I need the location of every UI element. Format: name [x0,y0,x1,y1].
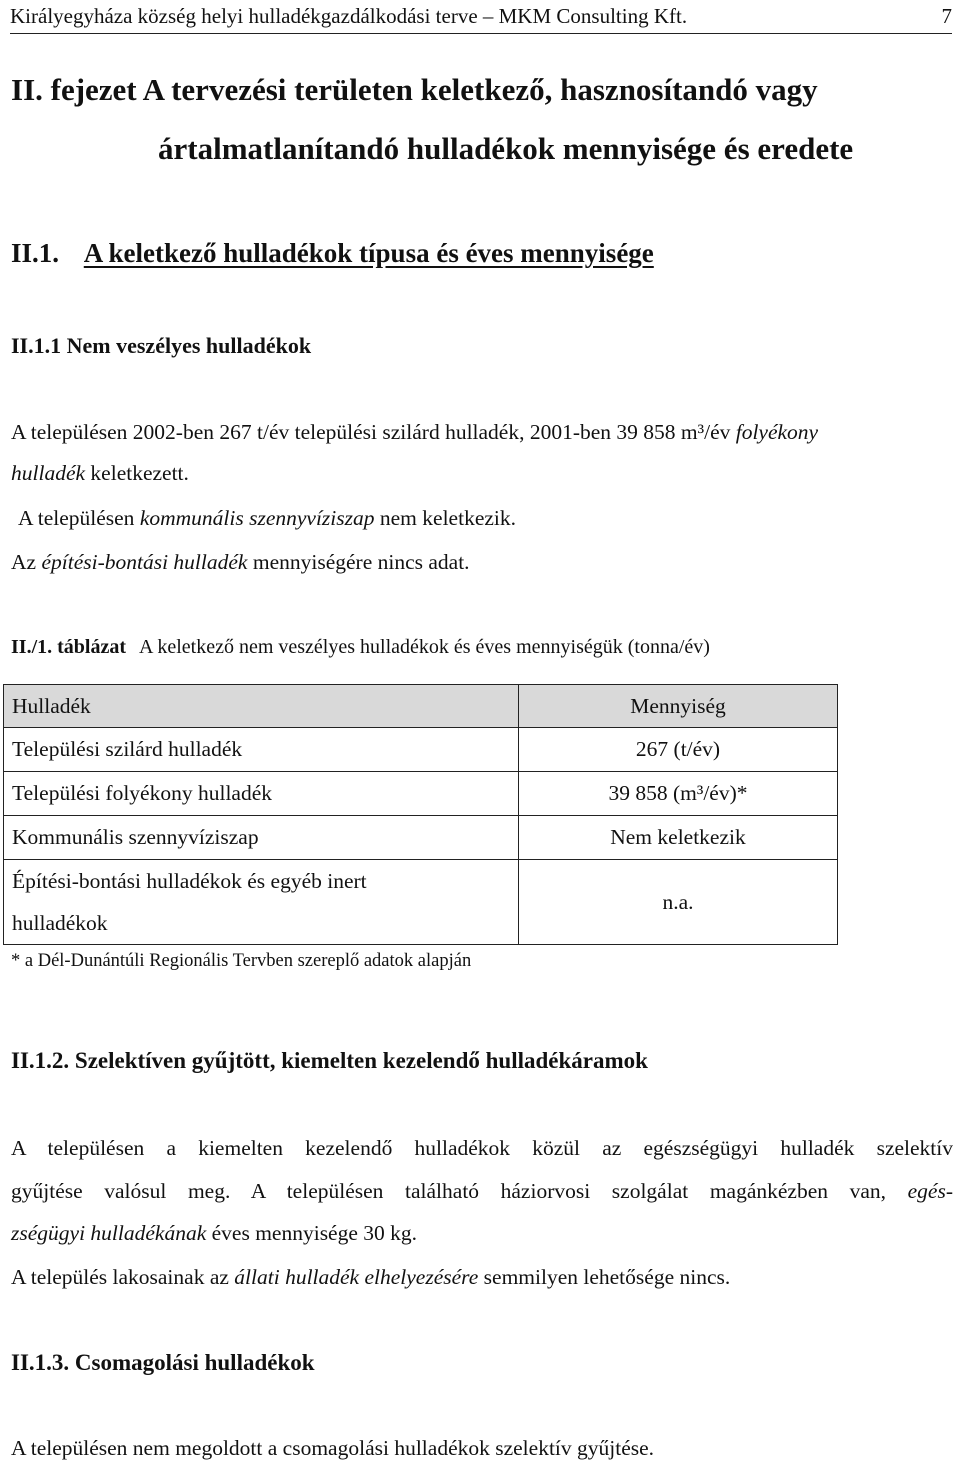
chapter-title-line-1: II. fejezet A tervezési területen keletkező, hasznosítandó vagy [11,72,818,107]
section-heading [11,238,654,269]
page-number: 7 [941,4,952,28]
table-cell-waste: Települési folyékony hulladék [4,772,519,816]
table-cell-amount: n.a. [519,860,838,945]
cell-line: hulladékok [12,911,108,935]
table-cell-waste [4,860,519,945]
table-cell-amount: Nem keletkezik [519,816,838,860]
table-cell-waste: Települési szilárd hulladék [4,728,519,772]
table-caption-text: A keletkező nem veszélyes hulladékok és éves mennyiségük (tonna/év) [139,636,710,658]
table-row [4,860,838,945]
table-cell-amount: 267 (t/év) [519,728,838,772]
text-run: nem keletkezik. [374,506,516,530]
subsection-heading-1-3: II.1.3. Csomagolási hulladékok [11,1350,315,1375]
table-header-waste: Hulladék [4,685,519,728]
chapter-title-line-2: ártalmatlanítandó hulladékok mennyisége és eredete [158,131,854,166]
text-run: Az [11,550,42,574]
text-run-italic: építési-bontási hulladék [41,550,248,574]
table-row [4,728,838,772]
paragraph-waste-amounts-line-1 [11,420,818,445]
cell-line: Építési-bontási hulladékok és egyéb inert [12,869,367,893]
section-title: A keletkező hulladékok típusa és éves mennyisége [83,238,654,268]
paragraph-healthcare-line-2 [11,1179,953,1204]
text-run: mennyiségére nincs adat. [247,550,470,574]
text-run-italic: kommunális szennyvíziszap [139,506,375,530]
table-label: II./1. táblázat [11,636,126,658]
table-caption [11,636,710,659]
text-run: gyűjtése valósul meg. A településen található háziorvosi szolgálat magánkézben van, [11,1179,908,1203]
table-row [4,816,838,860]
table-footnote: * a Dél-Dunántúli Regionális Tervben szereplő adatok alapján [11,951,472,971]
table-row [4,772,838,816]
table-cell-waste: Kommunális szennyvíziszap [4,816,519,860]
paragraph-waste-amounts-line-2 [11,461,189,486]
text-run: A településen 2002-ben 267 t/év települési szilárd hulladék, 2001-ben 39 858 m³/év [11,420,736,444]
header-divider [10,33,952,34]
text-run: A településen [18,506,140,530]
text-run: semmilyen lehetősége nincs. [478,1265,731,1289]
subsection-heading-1-2: II.1.2. Szelektíven gyűjtött, kiemelten kezelendő hulladékáramok [11,1048,648,1073]
paragraph-construction-waste [11,550,470,575]
paragraph-healthcare-line-1: A településen a kiemelten kezelendő hulladékok közül az egészségügyi hulladék szelektív [11,1136,953,1160]
text-run: keletkezett. [85,461,189,485]
paragraph-healthcare-line-3 [11,1221,417,1246]
text-run-italic: egés- [907,1179,953,1203]
table-header-amount: Mennyiség [519,685,838,728]
subsection-heading-1-1: II.1.1 Nem veszélyes hulladékok [11,333,312,358]
paragraph-packaging-waste: A településen nem megoldott a csomagolási hulladékok szelektív gyűjtése. [11,1436,655,1460]
text-run: éves mennyisége 30 kg. [206,1221,418,1245]
table-header-row [4,685,838,728]
paragraph-animal-waste [11,1265,730,1290]
text-run-italic: hulladék [11,461,86,485]
text-run-italic: zségügyi hulladékának [11,1221,207,1245]
text-run-italic: állati hulladék elhelyezésére [234,1265,479,1289]
text-run: A település lakosainak az [11,1265,235,1289]
header-title: Királyegyháza község helyi hulladékgazdálkodási terve – MKM Consulting Kft. [10,4,688,28]
waste-table [3,684,838,945]
table-cell-amount: 39 858 (m³/év)* [519,772,838,816]
text-run-italic: folyékony [735,420,819,444]
section-number: II.1. [11,238,60,268]
paragraph-sewage-sludge [18,506,516,531]
